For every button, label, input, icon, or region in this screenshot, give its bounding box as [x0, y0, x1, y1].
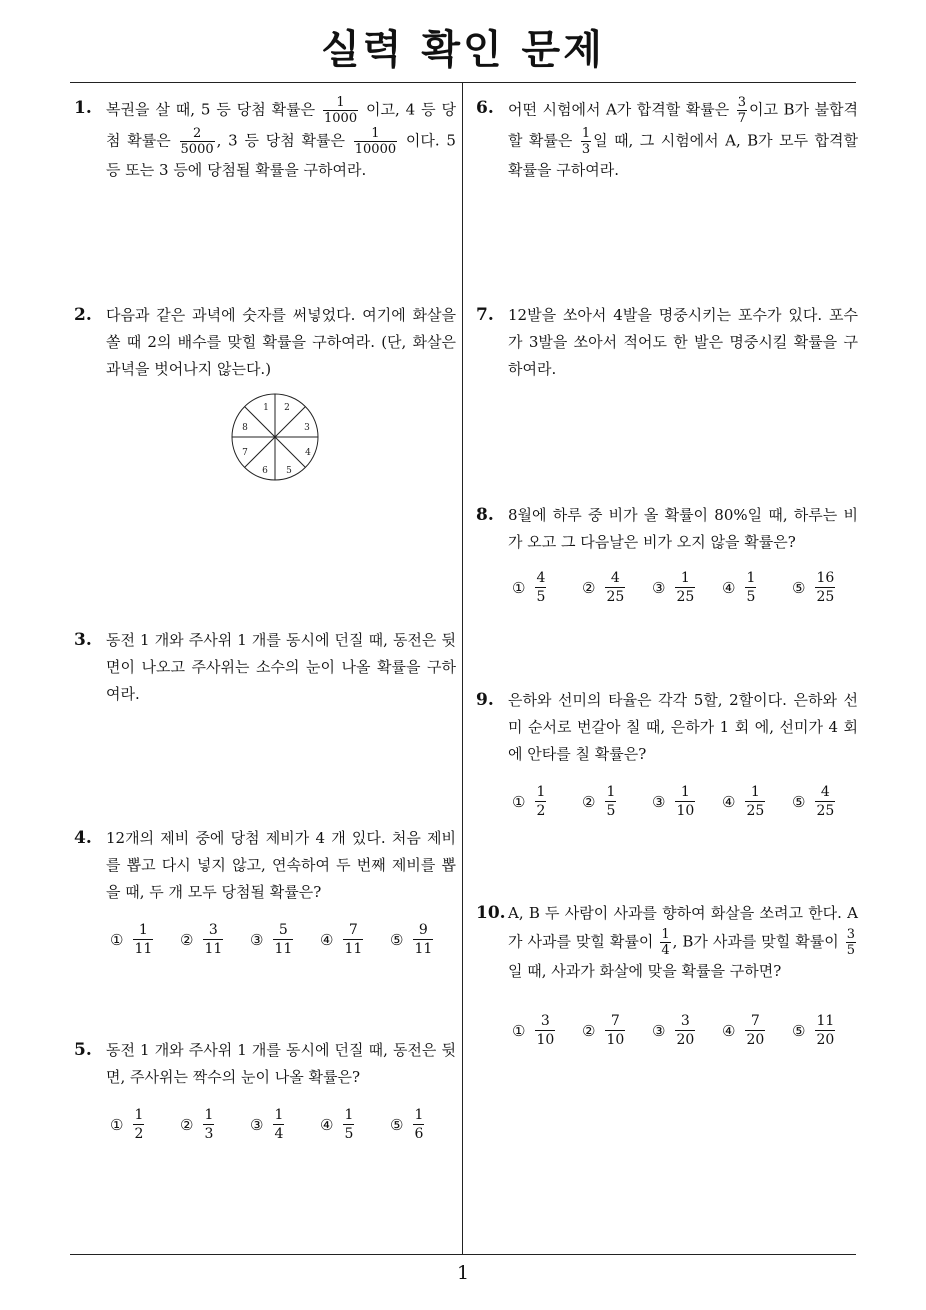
problem-number: 1.	[74, 98, 92, 118]
problem-text: 동전 1 개와 주사위 1 개를 동시에 던질 때, 동전은 뒷면이 나오고 주사위는 소수의 눈이 나올 확률을 구하여라.	[106, 631, 456, 703]
target-label: 4	[305, 448, 311, 458]
problem-number: 4.	[74, 828, 92, 848]
target-label: 1	[263, 403, 269, 413]
choice-5[interactable]: ⑤ $\frac{4}{25}$	[792, 784, 835, 819]
problem-text: 은하와 선미의 타율은 각각 5할, 2할이다. 은하와 선미 순서로 번갈아 칠 때, 은하가 1 회 에, 선미가 4 회 에 안타를 칠 확률은?	[508, 691, 858, 763]
choice-2[interactable]: ② $\frac{7}{10}$	[582, 1013, 625, 1048]
target-label: 3	[304, 423, 310, 433]
fraction: $\frac{1}{3}$	[581, 126, 591, 157]
answer-choices	[110, 1106, 456, 1146]
problem-text: 동전 1 개와 주사위 1 개를 동시에 던질 때, 동전은 뒷면, 주사위는 짝수의 눈이 나올 확률은?	[106, 1041, 456, 1086]
answer-choices	[512, 569, 858, 609]
answer-choices	[512, 1012, 858, 1052]
problem-number: 9.	[476, 690, 494, 710]
problem-number: 7.	[476, 305, 494, 325]
problem-text: A, B 두 사람이 사과를 향하여 화살을 쏘려고 한다. A가 사과를 맞힐 확률이 $\frac{1}{4}$ , B가 사과를 맞힐 확률이 $\frac{3}{5}$ 일 때, 사과가 화살에 맞을 확률을 구하면?	[508, 904, 858, 980]
target-label: 5	[286, 466, 292, 476]
fraction: $\frac{3}{5}$	[846, 927, 855, 958]
choice-4[interactable]: ④ $\frac{1}{5}$	[722, 570, 756, 605]
choice-2[interactable]: ② $\frac{1}{3}$	[180, 1107, 214, 1142]
choice-1[interactable]: ① $\frac{1}{2}$	[512, 784, 546, 819]
choice-2[interactable]: ② $\frac{1}{5}$	[582, 784, 616, 819]
choice-5[interactable]: ⑤ $\frac{16}{25}$	[792, 570, 835, 605]
problem-number: 6.	[476, 98, 494, 118]
page-title: 실력 확인 문제	[321, 27, 605, 73]
choice-2[interactable]: ② $\frac{4}{25}$	[582, 570, 625, 605]
choice-5[interactable]: ⑤ $\frac{1}{6}$	[390, 1107, 424, 1142]
target-label: 8	[242, 423, 248, 433]
choice-1[interactable]: ① $\frac{1}{2}$	[110, 1107, 144, 1142]
problem-text: 8월에 하루 중 비가 올 확률이 80%일 때, 하루는 비가 오고 그 다음날은 비가 오지 않을 확률은?	[508, 506, 858, 551]
target-label: 6	[262, 466, 268, 476]
choice-4[interactable]: ④ $\frac{1}{25}$	[722, 784, 765, 819]
problem-number: 10.	[476, 903, 506, 923]
fraction: $\frac{2}{5000}$	[180, 126, 214, 157]
target-diagram	[230, 392, 320, 482]
choice-3[interactable]: ③ $\frac{5}{11}$	[250, 922, 293, 957]
footer-rule	[70, 1254, 856, 1255]
column-divider	[462, 82, 463, 1254]
choice-3[interactable]: ③ $\frac{1}{10}$	[652, 784, 695, 819]
choice-1[interactable]: ① $\frac{1}{11}$	[110, 922, 153, 957]
problem-number: 5.	[74, 1040, 92, 1060]
choice-4[interactable]: ④ $\frac{7}{20}$	[722, 1013, 765, 1048]
fraction: $\frac{1}{10000}$	[354, 126, 397, 157]
choice-5[interactable]: ⑤ $\frac{11}{20}$	[792, 1013, 835, 1048]
problem-number: 2.	[74, 305, 92, 325]
choice-3[interactable]: ③ $\frac{3}{20}$	[652, 1013, 695, 1048]
choice-4[interactable]: ④ $\frac{7}{11}$	[320, 922, 363, 957]
problem-text: 다음과 같은 과녁에 숫자를 써넣었다. 여기에 화살을 쏠 때 2의 배수를 맞힐 확률을 구하여라. (단, 화살은 과녁을 벗어나지 않는다.)	[106, 306, 456, 378]
answer-choices	[512, 783, 858, 823]
problem-text: 복권을 살 때, 5 등 당첨 확률은 $\frac{1}{1000}$ 이고, 4 등 당첨 확률은 $\frac{2}{5000}$ , 3 등 당첨 확률은 $\frac{1}{10000}$ 이다. 5 등 또는 3 등에 당첨될 확률을 구하여라.	[106, 95, 456, 179]
choice-3[interactable]: ③ $\frac{1}{4}$	[250, 1107, 284, 1142]
choice-5[interactable]: ⑤ $\frac{9}{11}$	[390, 922, 433, 957]
choice-1[interactable]: ① $\frac{4}{5}$	[512, 570, 546, 605]
problem-text: 어떤 시험에서 A가 합격할 확률은 $\frac{3}{7}$ 이고 B가 불합격할 확률은 $\frac{1}{3}$ 일 때, 그 시험에서 A, B가 모두 합격할 확률을 구하여라.	[508, 95, 859, 179]
fraction: $\frac{1}{4}$	[661, 927, 670, 958]
choice-1[interactable]: ① $\frac{3}{10}$	[512, 1013, 555, 1048]
choice-3[interactable]: ③ $\frac{1}{25}$	[652, 570, 695, 605]
answer-choices	[110, 921, 456, 961]
problem-text: 12개의 제비 중에 당첨 제비가 4 개 있다. 처음 제비를 뽑고 다시 넣지 않고, 연속하여 두 번째 제비를 뽑을 때, 두 개 모두 당첨될 확률은?	[106, 829, 456, 901]
target-label: 7	[242, 448, 248, 458]
page-number: 1	[456, 1262, 470, 1284]
target-label: 2	[284, 403, 290, 413]
header-rule	[70, 82, 856, 83]
problem-text: 12발을 쏘아서 4발을 명중시키는 포수가 있다. 포수가 3발을 쏘아서 적어도 한 발은 명중시킬 확률을 구하여라.	[508, 306, 858, 378]
choice-2[interactable]: ② $\frac{3}{11}$	[180, 922, 223, 957]
problem-number: 8.	[476, 505, 494, 525]
fraction: $\frac{1}{1000}$	[324, 95, 358, 126]
choice-4[interactable]: ④ $\frac{1}{5}$	[320, 1107, 354, 1142]
problem-number: 3.	[74, 630, 92, 650]
fraction: $\frac{3}{7}$	[737, 95, 747, 126]
